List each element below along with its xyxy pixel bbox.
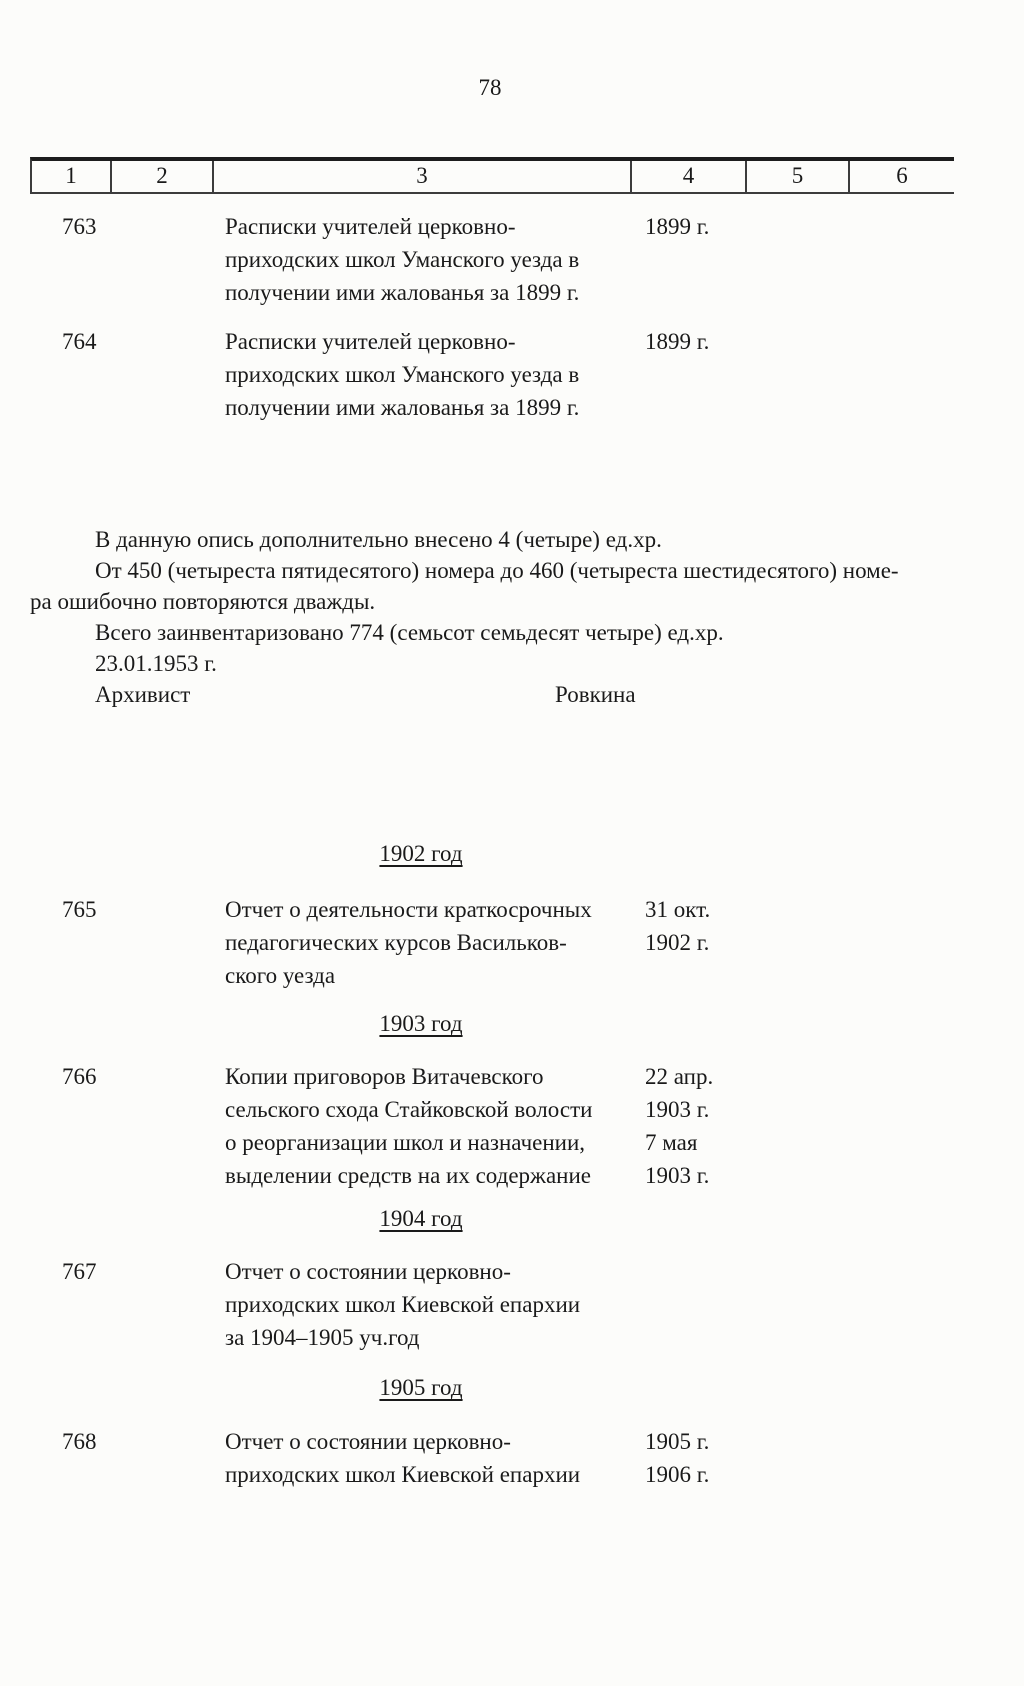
entry-title-line: за 1904–1905 уч.год (225, 1325, 420, 1350)
table-header (30, 157, 954, 194)
entry-title-line: Отчет о деятельности краткосрочных (225, 897, 592, 922)
table-header-cell-5: 5 (747, 161, 850, 192)
note-line: 23.01.1953 г. (95, 651, 217, 676)
note-line: Всего заинвентаризовано 774 (семьсот семьдесят четыре) ед.хр. (95, 620, 724, 645)
entry-title-line: Отчет о состоянии церковно- (225, 1259, 511, 1284)
entry-number: 763 (62, 214, 97, 239)
year-heading-1904: 1904 год (379, 1206, 463, 1231)
entry-title-line: приходских школ Киевской епархии (225, 1292, 581, 1317)
entry-date-line: 1903 г. (645, 1097, 710, 1122)
entry-date-line: 1906 г. (645, 1462, 710, 1487)
entry-date-line: 1899 г. (645, 329, 710, 354)
entry-dates (645, 1425, 815, 1491)
entry-title-line: Расписки учителей церковно- (225, 214, 516, 239)
note-line: В данную опись дополнительно внесено 4 (четыре) ед.хр. (95, 527, 662, 552)
entry-title (225, 1060, 650, 1192)
table-header-cell-6: 6 (896, 163, 908, 188)
entry-dates (645, 1060, 815, 1192)
entry-number: 764 (62, 329, 97, 354)
entry-title-line: о реорганизации школ и назначении, (225, 1130, 586, 1155)
entry-number: 768 (62, 1429, 97, 1454)
entry-title-line: приходских школ Киевской епархии (225, 1462, 581, 1487)
archivist-name: Ровкина (555, 682, 636, 707)
entry-title (225, 1425, 650, 1491)
entry-dates (645, 210, 815, 243)
entry-title (225, 325, 650, 424)
entry-title-line: сельского схода Стайковской волости (225, 1097, 593, 1122)
entry-title-line: Отчет о состоянии церковно- (225, 1429, 511, 1454)
entry-number: 765 (62, 897, 97, 922)
entry-dates (645, 893, 815, 959)
entry-date-line: 22 апр. (645, 1064, 714, 1089)
year-heading-1902: 1902 год (379, 841, 463, 866)
entry-number: 766 (62, 1064, 97, 1089)
entry-date-line: 1902 г. (645, 930, 710, 955)
entry-date-line: 1903 г. (645, 1163, 710, 1188)
table-header-cell-3: 3 (214, 161, 632, 192)
entry-dates (645, 325, 815, 358)
entry-number: 767 (62, 1259, 97, 1284)
entry-title-line: получении ими жалованья за 1899 г. (225, 395, 580, 420)
entry-date-line: 31 окт. (645, 897, 711, 922)
entry-title-line: педагогических курсов Васильков- (225, 930, 567, 955)
entry-title (225, 893, 650, 992)
entry-date-line: 7 мая (645, 1130, 698, 1155)
entry-title-line: Копии приговоров Витачевского (225, 1064, 544, 1089)
entry-title-line: ского уезда (225, 963, 336, 988)
entry-title-line: выделении средств на их содержание (225, 1163, 591, 1188)
entry-title-line: Расписки учителей церковно- (225, 329, 516, 354)
entry-title (225, 1255, 650, 1354)
archivist-notes (30, 524, 960, 710)
entry-title (225, 210, 650, 309)
entry-title-line: приходских школ Уманского уезда в (225, 247, 580, 272)
table-header-cell-4: 4 (632, 161, 747, 192)
entry-date-line: 1899 г. (645, 214, 710, 239)
page-number: 78 (478, 75, 502, 100)
table-header-cell-2: 2 (112, 161, 214, 192)
archivist-label: Архивист (95, 682, 191, 707)
year-heading-1905: 1905 год (379, 1375, 463, 1400)
entry-date-line: 1905 г. (645, 1429, 710, 1454)
note-line: ра ошибочно повторяются дважды. (30, 589, 376, 614)
archivist-row (30, 679, 960, 710)
table-header-cell-1: 1 (32, 161, 112, 192)
entry-title-line: приходских школ Уманского уезда в (225, 362, 580, 387)
year-heading-1903: 1903 год (379, 1011, 463, 1036)
note-line: От 450 (четыреста пятидесятого) номера до 460 (четыреста шестидесятого) номе- (95, 558, 899, 583)
entry-title-line: получении ими жалованья за 1899 г. (225, 280, 580, 305)
